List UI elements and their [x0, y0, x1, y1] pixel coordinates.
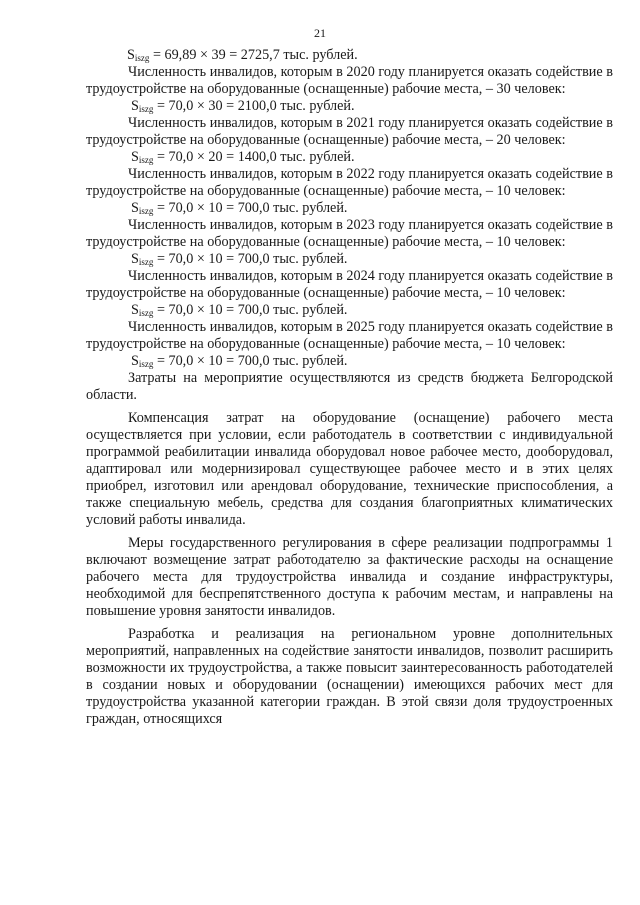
formula-line [86, 149, 613, 166]
body-paragraph: Численность инвалидов, которым в 2023 году планируется оказать содействие в трудоустройстве на оборудованные (оснащенные) рабочие места, – 10 человек: [86, 217, 613, 250]
formula-text: = 70,0 × 10 = 700,0 тыс. рублей. [153, 251, 348, 267]
body-paragraph: Затраты на мероприятие осуществляются из средств бюджета Белгородской области. [86, 370, 613, 403]
formula-subscript: iszg [134, 53, 150, 63]
formula-subscript: iszg [138, 359, 154, 369]
formula-symbol: $S_{iszg}$ [131, 353, 154, 369]
body-paragraph: Меры государственного регулирования в сфере реализации подпрограммы 1 включают возмещение затрат работодателю за фактические расходы на оснащение рабочего места для трудоустройства инвалида и создание инфраструктуры, необходимой для беспрепятственного доступа к рабочим местам, и направлены на повышение уровня занятости инвалидов. [86, 535, 613, 619]
body-paragraph: Численность инвалидов, которым в 2024 году планируется оказать содействие в трудоустройстве на оборудованные (оснащенные) рабочие места, – 10 человек: [86, 268, 613, 301]
formula-subscript: iszg [138, 257, 154, 267]
formula-line [86, 200, 613, 217]
formula-line [86, 98, 613, 115]
formula-line [86, 353, 613, 370]
page-number: 21 [314, 26, 326, 40]
formula-symbol: $S_{iszg}$ [131, 98, 154, 114]
formula-text: = 70,0 × 30 = 2100,0 тыс. рублей. [153, 98, 355, 114]
formula-text: = 69,89 × 39 = 2725,7 тыс. рублей. [149, 47, 358, 63]
formula-line [86, 251, 613, 268]
formula-symbol: $S_{iszg}$ [127, 47, 150, 63]
formula-text: = 70,0 × 20 = 1400,0 тыс. рублей. [153, 149, 355, 165]
body-paragraph: Разработка и реализация на региональном уровне дополнительных мероприятий, направленных на содействие занятости инвалидов, позволит расширить возможности их трудоустройства, а также повысит заинтересованность работодателей в создании новых и оборудовании (оснащении) имеющихся рабочих мест для трудоустройства указанной категории граждан. В этой связи доля трудоустроенных граждан, относящихся [86, 626, 613, 727]
body-paragraph: Численность инвалидов, которым в 2025 году планируется оказать содействие в трудоустройстве на оборудованные (оснащенные) рабочие места, – 10 человек: [86, 319, 613, 352]
formula-symbol: $S_{iszg}$ [131, 302, 154, 318]
formula-subscript: iszg [138, 308, 154, 318]
formula-line [86, 302, 613, 319]
formula-symbol: $S_{iszg}$ [131, 200, 154, 216]
body-paragraph: Численность инвалидов, которым в 2022 году планируется оказать содействие в трудоустройстве на оборудованные (оснащенные) рабочие места, – 10 человек: [86, 166, 613, 199]
body-paragraph: Компенсация затрат на оборудование (оснащение) рабочего места осуществляется при условии, если работодатель в соответствии с индивидуальной программой реабилитации инвалида оборудовал новое рабочее место, дооборудовал, адаптировал или модернизировал существующее рабочее место и в этих целях приобрел, изготовил или арендовал оборудование, технические приспособления, а также специальную мебель, средства для создания благоприятных климатических условий работы инвалида. [86, 410, 613, 528]
body-paragraph: Численность инвалидов, которым в 2020 году планируется оказать содействие в трудоустройстве на оборудованные (оснащенные) рабочие места, – 30 человек: [86, 64, 613, 97]
formula-text: = 70,0 × 10 = 700,0 тыс. рублей. [153, 353, 348, 369]
formula-subscript: iszg [138, 155, 154, 165]
formula-text: = 70,0 × 10 = 700,0 тыс. рублей. [153, 302, 348, 318]
document-body [86, 47, 613, 728]
formula-symbol: $S_{iszg}$ [131, 251, 154, 267]
formula-subscript: iszg [138, 104, 154, 114]
body-paragraph: Численность инвалидов, которым в 2021 году планируется оказать содействие в трудоустройстве на оборудованные (оснащенные) рабочие места, – 20 человек: [86, 115, 613, 148]
formula-subscript: iszg [138, 206, 154, 216]
formula-text: = 70,0 × 10 = 700,0 тыс. рублей. [153, 200, 348, 216]
formula-line [86, 47, 613, 64]
formula-symbol: $S_{iszg}$ [131, 149, 154, 165]
